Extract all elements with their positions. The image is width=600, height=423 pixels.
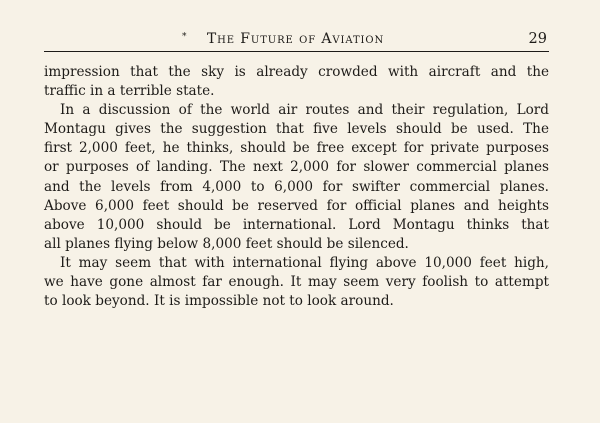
text-line: impression that the sky is already crowded with aircraft and the <box>44 64 549 80</box>
text-line: to look beyond. It is impossible not to look around. <box>44 293 394 310</box>
text-line: all planes flying below 8,000 feet should be silenced. <box>44 235 409 252</box>
text-line: traffic in a terrible state. <box>44 83 215 100</box>
running-header <box>44 31 547 51</box>
page-number: 29 <box>528 31 547 47</box>
text-line: It may seem that with international flying above 10,000 feet high, <box>60 254 549 271</box>
text-line: above 10,000 should be international. Lord Montagu thinks that <box>44 216 549 233</box>
text-line: first 2,000 feet, he thinks, should be free except for private purposes <box>44 140 549 157</box>
header-rule <box>44 51 549 52</box>
text-line: and the levels from 4,000 to 6,000 for swifter commercial planes. <box>44 178 549 195</box>
header-ornament: * <box>182 32 187 42</box>
text-line: Montagu gives the suggestion that five levels should be used. The <box>44 121 549 138</box>
running-title: The Future of Aviation <box>206 31 385 47</box>
text-line: Above 6,000 feet should be reserved for official planes and heights <box>44 197 549 214</box>
body-text <box>44 63 549 311</box>
text-line: we have gone almost far enough. It may seem very foolish to attempt <box>44 274 549 291</box>
text-line: or purposes of landing. The next 2,000 for slower commercial planes <box>44 159 549 176</box>
text-line: In a discussion of the world air routes and their regulation, Lord <box>60 102 549 119</box>
